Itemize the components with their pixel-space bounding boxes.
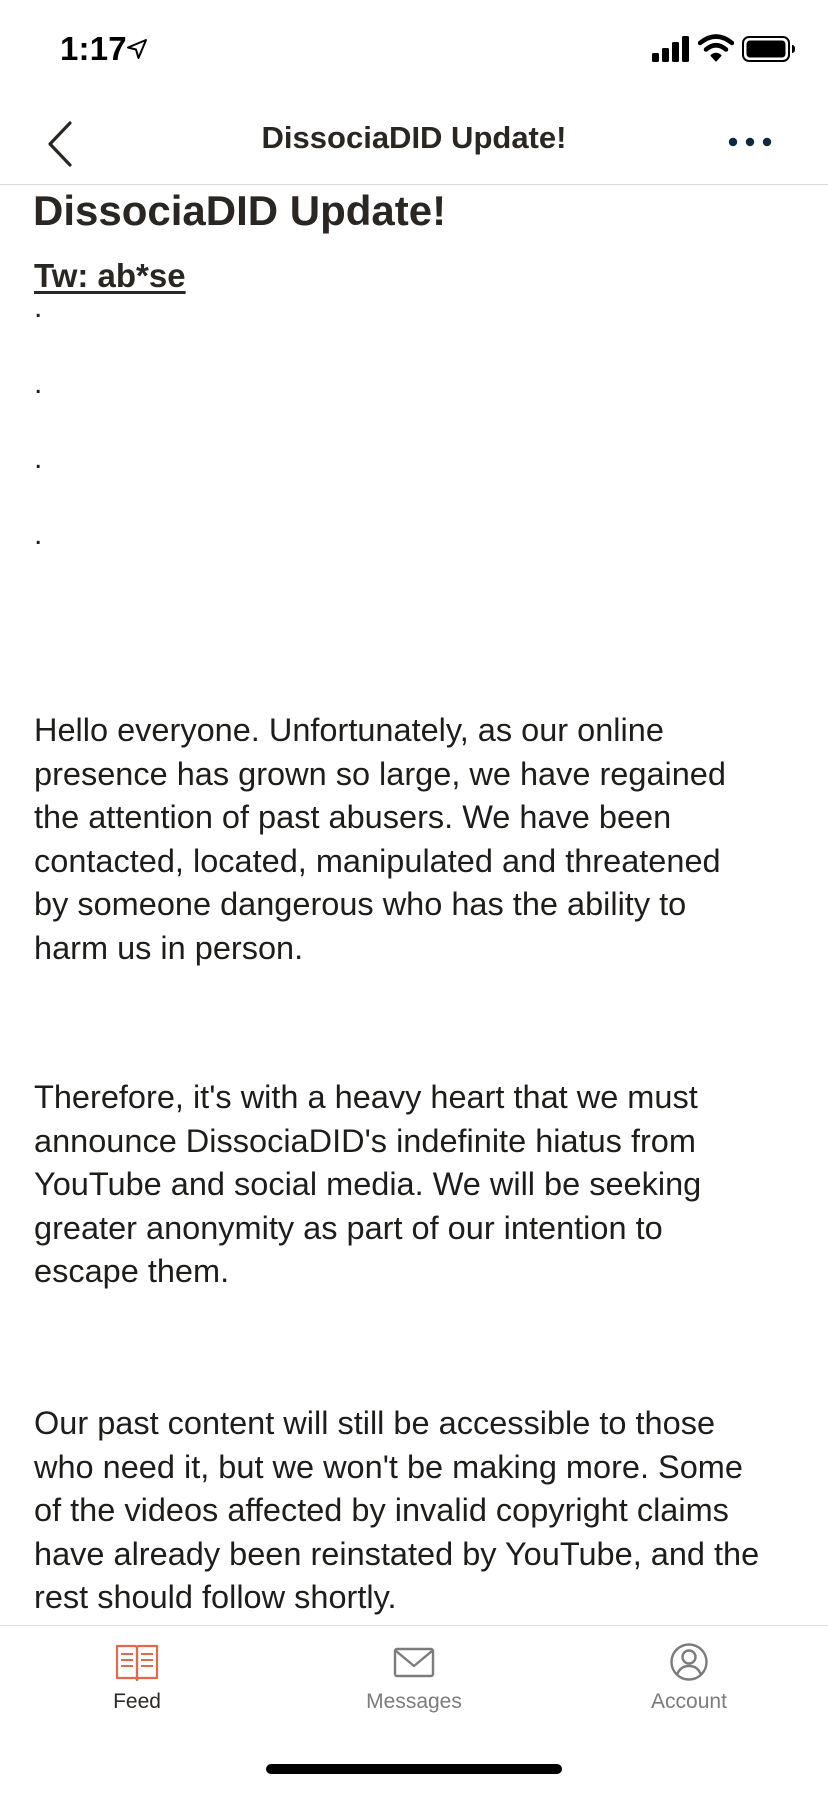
envelope-icon xyxy=(392,1642,436,1682)
tab-feed[interactable] xyxy=(47,1642,227,1732)
tab-label: Account xyxy=(651,1690,727,1713)
post-paragraph: Therefore, it's with a heavy heart that we must announce DissociaDID's indefinite hiatus from YouTube and social media. We will be seeking greater anonymity as part of our intention to escape them. xyxy=(34,1079,702,1289)
status-time: 1:17 xyxy=(60,30,127,67)
tab-label: Messages xyxy=(366,1690,462,1713)
trigger-warning: Tw: ab*se xyxy=(34,257,186,294)
navigation-bar xyxy=(0,100,828,185)
separator-dot: . xyxy=(34,291,43,324)
location-arrow-icon xyxy=(126,38,148,60)
ellipsis-icon xyxy=(728,137,772,147)
post-paragraph: Our past content will still be accessible to those who need it, but we won't be making more. Some of the videos affected by invalid copyright claims have already been reinstated by YouTube, and the rest should follow shortly. xyxy=(34,1405,760,1615)
cellular-signal-icon xyxy=(652,36,690,62)
tab-label: Feed xyxy=(113,1690,161,1713)
home-indicator[interactable] xyxy=(266,1764,562,1774)
nav-title: DissociaDID Update! xyxy=(261,120,567,155)
status-bar xyxy=(0,0,828,100)
tab-account[interactable] xyxy=(599,1642,779,1732)
separator-dot: . xyxy=(34,367,43,400)
separator-dot: . xyxy=(34,518,43,551)
more-options-button[interactable] xyxy=(720,122,780,162)
chevron-left-icon xyxy=(47,121,73,167)
post-paragraph: Hello everyone. Unfortunately, as our online presence has grown so large, we have regained the attention of past abusers. We have been contacted, located, manipulated and threatened by someone dangerous who has the ability to harm us in person. xyxy=(34,712,726,966)
user-circle-icon xyxy=(667,1642,711,1682)
post-content xyxy=(0,185,828,1625)
back-button[interactable] xyxy=(34,114,86,174)
post-title: DissociaDID Update! xyxy=(33,187,447,234)
book-icon xyxy=(115,1642,159,1682)
wifi-icon xyxy=(698,34,734,62)
separator-dot: . xyxy=(34,442,43,475)
battery-icon xyxy=(742,36,796,62)
tab-messages[interactable] xyxy=(324,1642,504,1732)
